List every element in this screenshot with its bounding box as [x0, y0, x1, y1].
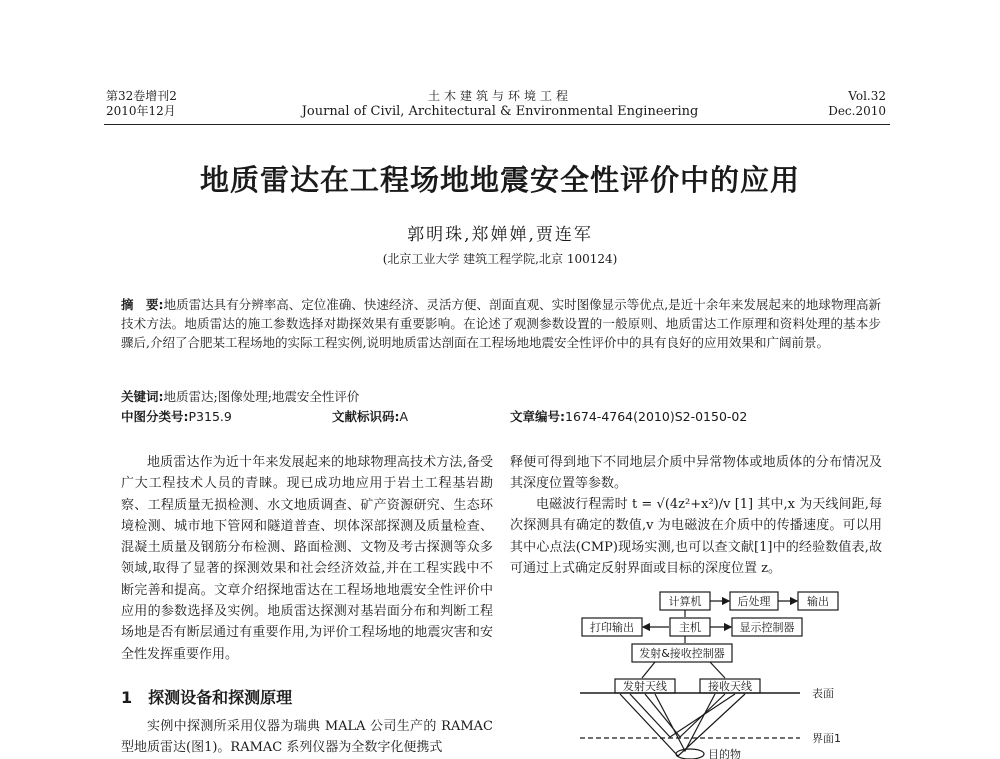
article-label: 文章编号:	[510, 409, 565, 424]
clc-label: 中图分类号:	[121, 409, 189, 424]
clc-number	[121, 407, 232, 425]
header-rule	[104, 124, 890, 125]
body-left-paragraph-1: 地质雷达作为近十年来发展起来的地球物理高技术方法,备受广大工程技术人员的青睐。现已成功地应用于岩土工程基岩勘察、工程质量无损检测、水文地质调查、矿产资源研究、生态环境检测、城市地下管网和隧道普查、坝体深部探测及质量检查、混凝土质量及钢筋分布检测、路面检测、文物及考古探测等众多领域,取得了显著的探测效果和社会经济效益,并在工程实践中不断完善和提高。文章介绍探地雷达在工程场地地震安全性评价中应用的参数选择及实例。地质雷达探测对基岩面分布和判断工程场地是否有断层通过有重要作用,为评价工程场地的地震灾害和安全性发挥重要作用。	[121, 455, 493, 662]
affiliation: (北京工业大学 建筑工程学院,北京 100124)	[382, 252, 618, 266]
date-cn: 2010年12月	[106, 104, 176, 118]
header-center	[300, 89, 700, 119]
keywords-label: 关键词:	[121, 389, 164, 404]
journal-cn: 土木建筑与环境工程	[427, 89, 572, 103]
display-controller-label: 显示控制器	[739, 621, 795, 634]
article-value: 1674-4764(2010)S2-0150-02	[565, 409, 748, 424]
surface-label: 表面	[812, 687, 834, 700]
header-right	[828, 89, 886, 119]
header-left	[106, 89, 177, 119]
tx-antenna-label: 发射天线	[623, 680, 667, 693]
abstract-text: 地质雷达具有分辨率高、定位准确、快速经济、灵活方便、剖面直观、实时图像显示等优点,是近十余年来发展起来的地球物理高新技术方法。地质雷达的施工参数选择对勘探效果有重要影响。在论述了观测参数设置的一般原则、地质雷达工作原理和资料处理的基本步骤后,介绍了合肥某工程场地的实际工程实例,说明地质雷达剖面在工程场地地震安全性评价中的具有良好的应用效果和广阔前景。	[121, 297, 882, 350]
keywords	[121, 387, 359, 405]
section-heading-1: 1 探测设备和探测原理	[121, 688, 293, 707]
body-right-paragraph-1: 释便可得到地下不同地层介质中异常物体或地质体的分布情况及其深度位置等参数。	[510, 455, 882, 492]
doc-label: 文献标识码:	[332, 409, 400, 424]
tx-rx-controller-label: 发射&接收控制器	[639, 647, 725, 660]
abstract-label: 摘 要:	[121, 297, 164, 312]
host-label: 主机	[679, 621, 701, 634]
journal-en: Journal of Civil, Architectural & Environmental Engineering	[301, 104, 699, 119]
article-number	[510, 407, 747, 425]
print-output-label: 打印输出	[590, 621, 634, 634]
doc-value: A	[399, 409, 409, 424]
paper-title: 地质雷达在工程场地地震安全性评价中的应用	[199, 163, 800, 197]
gpr-system-diagram	[560, 586, 870, 759]
body-right-paragraph-2: 电磁波行程需时 t = √(4z²+x²)/v [1] 其中,x 为天线间距,每次探测具有确定的数值,v 为电磁波在介质中的传播速度。可以用其中心点法(CMP)现场实测,也可以查文献[1]中的经验数值表,故可通过上式确定反射界面或目标的深度位置 z。	[510, 497, 882, 576]
volume-en: Vol.32	[848, 89, 886, 103]
computer-label: 计算机	[668, 595, 702, 608]
date-en: Dec.2010	[828, 104, 886, 118]
abstract	[121, 295, 881, 352]
target-label: 目的物	[708, 748, 741, 759]
volume-cn: 第32卷增刊2	[106, 89, 177, 103]
keywords-text: 地质雷达;图像处理;地震安全性评价	[163, 389, 360, 404]
authors: 郭明珠,郑婵婵,贾连军	[407, 225, 593, 245]
rx-antenna-label: 接收天线	[708, 680, 752, 693]
interface1-label: 界面1	[812, 732, 841, 745]
postprocess-label: 后处理	[737, 595, 771, 608]
doc-code	[332, 407, 408, 425]
body-left-paragraph-2: 实例中探测所采用仪器为瑞典 MALA 公司生产的 RAMAC 型地质雷达(图1)。RAMAC 系列仪器为全数字化便携式	[121, 719, 493, 756]
output-label: 输出	[807, 595, 829, 608]
clc-value: P315.9	[188, 409, 232, 424]
